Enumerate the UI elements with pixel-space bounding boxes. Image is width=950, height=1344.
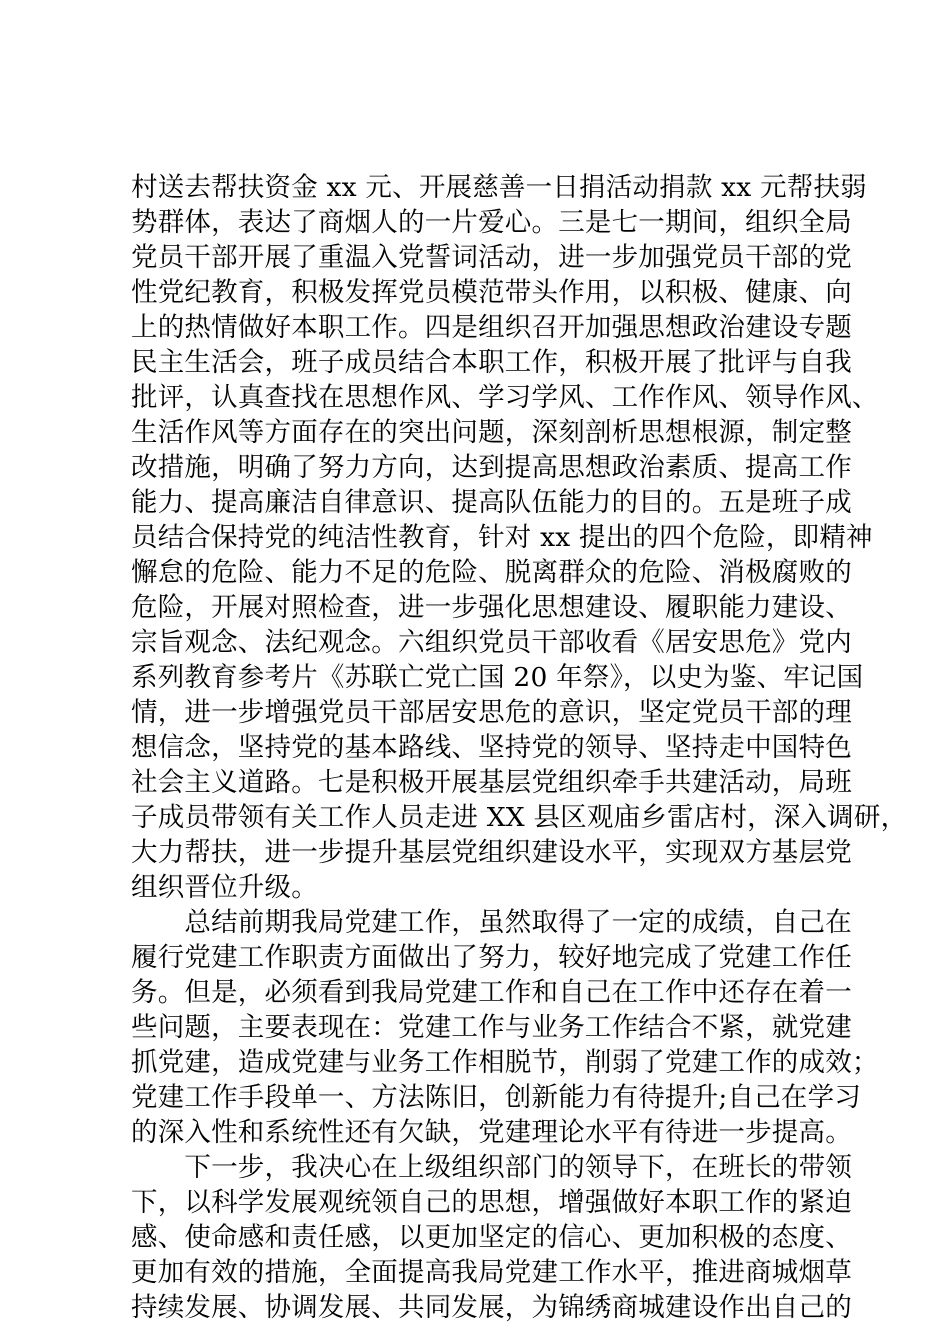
text-line: 员结合保持党的纯洁性教育，针对 xx 提出的四个危险，即精神 <box>131 522 873 553</box>
text-line: 想信念，坚持党的基本路线、坚持党的领导、坚持走中国特色 <box>131 732 852 763</box>
text-line: 改措施，明确了努力方向，达到提高思想政治素质、提高工作 <box>131 452 852 483</box>
text-line: 村送去帮扶资金 xx 元、开展慈善一日捐活动捐款 xx 元帮扶弱 <box>131 172 867 203</box>
text-line: 生活作风等方面存在的突出问题，深刻剖析思想根源，制定整 <box>131 417 852 448</box>
text-line: 务。但是，必须看到我局党建工作和自己在工作中还存在着一 <box>131 977 852 1008</box>
text-line: 批评，认真查找在思想作风、学习学风、工作作风、领导作风、 <box>131 382 879 413</box>
text-line: 更加有效的措施，全面提高我局党建工作水平，推进商城烟草 <box>131 1257 852 1288</box>
text-line: 下，以科学发展观统领自己的思想，增强做好本职工作的紧迫 <box>131 1187 852 1218</box>
text-line: 抓党建，造成党建与业务工作相脱节，削弱了党建工作的成效； <box>131 1047 879 1078</box>
text-line: 持续发展、协调发展、共同发展，为锦绣商城建设作出自己的 <box>131 1292 852 1323</box>
text-line: 组织晋位升级。 <box>131 872 318 903</box>
text-line: 党建工作手段单一、方法陈旧，创新能力有待提升;自己在学习 <box>131 1082 862 1113</box>
text-line: 系列教育参考片《苏联亡党亡国 20 年祭》，以史为鉴、牢记国 <box>131 662 864 693</box>
text-line: 感、使命感和责任感，以更加坚定的信心、更加积极的态度、 <box>131 1222 852 1253</box>
text-line: 懈怠的危险、能力不足的危险、脱离群众的危险、消极腐败的 <box>131 557 852 588</box>
text-line: 子成员带领有关工作人员走进 XX 县区观庙乡雷店村，深入调研， <box>131 802 908 833</box>
text-line: 总结前期我局党建工作，虽然取得了一定的成绩，自己在 <box>131 907 852 938</box>
text-line: 的深入性和系统性还有欠缺，党建理论水平有待进一步提高。 <box>131 1117 852 1148</box>
text-line: 履行党建工作职责方面做出了努力，较好地完成了党建工作任 <box>131 942 852 973</box>
text-line: 些问题，主要表现在：党建工作与业务工作结合不紧，就党建 <box>131 1012 852 1043</box>
text-line: 上的热情做好本职工作。四是组织召开加强思想政治建设专题 <box>131 312 852 343</box>
text-line: 大力帮扶，进一步提升基层党组织建设水平，实现双方基层党 <box>131 837 852 868</box>
text-line: 下一步，我决心在上级组织部门的领导下，在班长的带领 <box>131 1152 852 1183</box>
text-line: 情，进一步增强党员干部居安思危的意识，坚定党员干部的理 <box>131 697 852 728</box>
text-line: 能力、提高廉洁自律意识、提高队伍能力的目的。五是班子成 <box>131 487 852 518</box>
text-line: 危险，开展对照检查，进一步强化思想建设、履职能力建设、 <box>131 592 852 623</box>
text-line: 宗旨观念、法纪观念。六组织党员干部收看《居安思危》党内 <box>131 627 852 658</box>
text-line: 社会主义道路。七是积极开展基层党组织牵手共建活动，局班 <box>131 767 852 798</box>
text-line: 民主生活会，班子成员结合本职工作，积极开展了批评与自我 <box>131 347 852 378</box>
text-line: 势群体，表达了商烟人的一片爱心。三是七一期间，组织全局 <box>131 207 852 238</box>
text-line: 性党纪教育，积极发挥党员模范带头作用，以积极、健康、向 <box>131 277 852 308</box>
text-line: 党员干部开展了重温入党誓词活动，进一步加强党员干部的党 <box>131 242 852 273</box>
